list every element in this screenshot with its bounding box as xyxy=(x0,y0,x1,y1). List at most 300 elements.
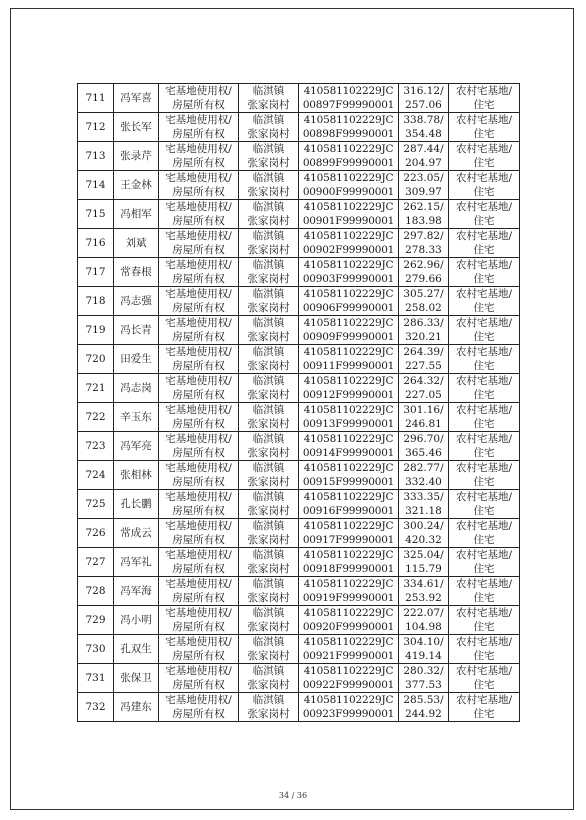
usage-cell-line: 住宅 xyxy=(473,679,495,691)
usage-cell-line: 农村宅基地/ xyxy=(455,433,513,445)
location-cell-line: 临淇镇 xyxy=(252,288,285,300)
usage-cell xyxy=(449,200,520,229)
location-cell-line: 张家岗村 xyxy=(247,476,290,488)
area-cell-line: 377.53 xyxy=(405,679,442,691)
owner-name-cell: 孔长鹏 xyxy=(114,490,159,519)
table-row xyxy=(78,142,520,171)
table-row xyxy=(78,635,520,664)
location-cell-line: 临淇镇 xyxy=(252,259,285,271)
location-cell xyxy=(239,200,299,229)
area-cell-line: 316.12/ xyxy=(403,85,444,97)
right-type-cell xyxy=(159,287,239,316)
table-row xyxy=(78,345,520,374)
right-type-cell-line: 宅基地使用权/ xyxy=(165,375,232,387)
area-cell-line: 227.55 xyxy=(405,360,442,372)
owner-name-cell: 冯军海 xyxy=(114,577,159,606)
right-type-cell xyxy=(159,229,239,258)
location-cell-line: 张家岗村 xyxy=(247,360,290,372)
area-cell xyxy=(399,113,449,142)
right-type-cell-line: 宅基地使用权/ xyxy=(165,143,232,155)
table-row xyxy=(78,577,520,606)
usage-cell-line: 农村宅基地/ xyxy=(455,520,513,532)
serial-number-cell: 729 xyxy=(78,606,114,635)
right-type-cell-line: 宅基地使用权/ xyxy=(165,114,232,126)
unit-code-cell-line: 00913F99990001 xyxy=(302,418,395,430)
right-type-cell-line: 宅基地使用权/ xyxy=(165,201,232,213)
location-cell-line: 临淇镇 xyxy=(252,201,285,213)
location-cell xyxy=(239,693,299,722)
area-cell-line: 365.46 xyxy=(405,447,442,459)
usage-cell-line: 农村宅基地/ xyxy=(455,288,513,300)
serial-number-cell: 732 xyxy=(78,693,114,722)
location-cell-line: 临淇镇 xyxy=(252,607,285,619)
usage-cell xyxy=(449,345,520,374)
owner-name-cell: 冯建东 xyxy=(114,693,159,722)
table-row xyxy=(78,548,520,577)
usage-cell-line: 农村宅基地/ xyxy=(455,549,513,561)
location-cell-line: 张家岗村 xyxy=(247,186,290,198)
usage-cell xyxy=(449,113,520,142)
table-row xyxy=(78,84,520,113)
serial-number-cell: 717 xyxy=(78,258,114,287)
usage-cell-line: 农村宅基地/ xyxy=(455,346,513,358)
unit-code-cell-line: 410581102229JC xyxy=(303,375,394,387)
right-type-cell-line: 房屋所有权 xyxy=(172,505,225,517)
owner-name-cell: 孔双生 xyxy=(114,635,159,664)
area-cell-line: 297.82/ xyxy=(403,230,444,242)
location-cell xyxy=(239,490,299,519)
unit-code-cell-line: 00899F99990001 xyxy=(302,157,395,169)
usage-cell-line: 农村宅基地/ xyxy=(455,636,513,648)
right-type-cell-line: 宅基地使用权/ xyxy=(165,230,232,242)
area-cell xyxy=(399,374,449,403)
area-cell xyxy=(399,200,449,229)
right-type-cell xyxy=(159,693,239,722)
unit-code-cell-line: 410581102229JC xyxy=(303,230,394,242)
page-number: 34 / 36 xyxy=(278,791,308,800)
owner-name-cell: 冯军礼 xyxy=(114,548,159,577)
right-type-cell-line: 房屋所有权 xyxy=(172,360,225,372)
unit-code-cell xyxy=(299,200,399,229)
usage-cell xyxy=(449,606,520,635)
right-type-cell-line: 房屋所有权 xyxy=(172,650,225,662)
table-row xyxy=(78,258,520,287)
area-cell-line: 253.92 xyxy=(405,592,442,604)
usage-cell xyxy=(449,664,520,693)
unit-code-cell-line: 410581102229JC xyxy=(303,317,394,329)
table-row xyxy=(78,432,520,461)
usage-cell-line: 农村宅基地/ xyxy=(455,404,513,416)
unit-code-cell-line: 410581102229JC xyxy=(303,346,394,358)
usage-cell-line: 住宅 xyxy=(473,302,495,314)
unit-code-cell xyxy=(299,287,399,316)
usage-cell-line: 农村宅基地/ xyxy=(455,694,513,706)
right-type-cell xyxy=(159,664,239,693)
usage-cell-line: 农村宅基地/ xyxy=(455,578,513,590)
usage-cell-line: 住宅 xyxy=(473,360,495,372)
area-cell-line: 104.98 xyxy=(405,621,442,633)
area-cell-line: 204.97 xyxy=(405,157,442,169)
right-type-cell-line: 宅基地使用权/ xyxy=(165,172,232,184)
right-type-cell-line: 房屋所有权 xyxy=(172,563,225,575)
location-cell-line: 张家岗村 xyxy=(247,534,290,546)
location-cell xyxy=(239,577,299,606)
area-cell-line: 262.96/ xyxy=(403,259,444,271)
usage-cell-line: 住宅 xyxy=(473,563,495,575)
location-cell-line: 临淇镇 xyxy=(252,143,285,155)
area-cell xyxy=(399,229,449,258)
owner-name-cell: 田爱生 xyxy=(114,345,159,374)
usage-cell-line: 住宅 xyxy=(473,186,495,198)
unit-code-cell xyxy=(299,606,399,635)
location-cell-line: 临淇镇 xyxy=(252,491,285,503)
serial-number-cell: 726 xyxy=(78,519,114,548)
unit-code-cell-line: 00911F99990001 xyxy=(302,360,395,372)
unit-code-cell xyxy=(299,577,399,606)
usage-cell-line: 住宅 xyxy=(473,476,495,488)
location-cell-line: 临淇镇 xyxy=(252,375,285,387)
right-type-cell-line: 房屋所有权 xyxy=(172,534,225,546)
unit-code-cell xyxy=(299,635,399,664)
right-type-cell-line: 宅基地使用权/ xyxy=(165,636,232,648)
right-type-cell-line: 宅基地使用权/ xyxy=(165,288,232,300)
unit-code-cell xyxy=(299,693,399,722)
area-cell-line: 301.16/ xyxy=(403,404,444,416)
serial-number-cell: 711 xyxy=(78,84,114,113)
location-cell xyxy=(239,316,299,345)
right-type-cell xyxy=(159,200,239,229)
location-cell-line: 临淇镇 xyxy=(252,404,285,416)
usage-cell-line: 农村宅基地/ xyxy=(455,259,513,271)
unit-code-cell-line: 410581102229JC xyxy=(303,694,394,706)
serial-number-cell: 723 xyxy=(78,432,114,461)
table-row xyxy=(78,693,520,722)
right-type-cell-line: 房屋所有权 xyxy=(172,708,225,720)
usage-cell-line: 住宅 xyxy=(473,534,495,546)
area-cell-line: 279.66 xyxy=(405,273,442,285)
area-cell-line: 285.53/ xyxy=(403,694,444,706)
serial-number-cell: 713 xyxy=(78,142,114,171)
usage-cell-line: 农村宅基地/ xyxy=(455,85,513,97)
location-cell-line: 临淇镇 xyxy=(252,549,285,561)
location-cell-line: 张家岗村 xyxy=(247,708,290,720)
location-cell xyxy=(239,142,299,171)
right-type-cell xyxy=(159,519,239,548)
serial-number-cell: 715 xyxy=(78,200,114,229)
usage-cell xyxy=(449,403,520,432)
table-body xyxy=(78,84,520,722)
unit-code-cell-line: 410581102229JC xyxy=(303,520,394,532)
usage-cell xyxy=(449,490,520,519)
area-cell xyxy=(399,606,449,635)
area-cell-line: 309.97 xyxy=(405,186,442,198)
area-cell-line: 280.32/ xyxy=(403,665,444,677)
area-cell-line: 262.15/ xyxy=(403,201,444,213)
unit-code-cell-line: 00915F99990001 xyxy=(302,476,395,488)
unit-code-cell-line: 410581102229JC xyxy=(303,665,394,677)
table-row xyxy=(78,664,520,693)
usage-cell-line: 住宅 xyxy=(473,128,495,140)
usage-cell-line: 住宅 xyxy=(473,244,495,256)
area-cell xyxy=(399,490,449,519)
usage-cell-line: 农村宅基地/ xyxy=(455,230,513,242)
area-cell-line: 333.35/ xyxy=(403,491,444,503)
right-type-cell xyxy=(159,461,239,490)
usage-cell xyxy=(449,519,520,548)
location-cell xyxy=(239,432,299,461)
owner-name-cell: 张相林 xyxy=(114,461,159,490)
owner-name-cell: 冯志强 xyxy=(114,287,159,316)
usage-cell-line: 住宅 xyxy=(473,157,495,169)
right-type-cell-line: 房屋所有权 xyxy=(172,302,225,314)
usage-cell-line: 住宅 xyxy=(473,215,495,227)
location-cell-line: 临淇镇 xyxy=(252,85,285,97)
location-cell-line: 张家岗村 xyxy=(247,244,290,256)
location-cell xyxy=(239,229,299,258)
area-cell-line: 334.61/ xyxy=(403,578,444,590)
right-type-cell-line: 宅基地使用权/ xyxy=(165,404,232,416)
serial-number-cell: 719 xyxy=(78,316,114,345)
usage-cell xyxy=(449,171,520,200)
usage-cell xyxy=(449,577,520,606)
area-cell-line: 305.27/ xyxy=(403,288,444,300)
area-cell xyxy=(399,171,449,200)
usage-cell-line: 住宅 xyxy=(473,505,495,517)
location-cell-line: 张家岗村 xyxy=(247,302,290,314)
area-cell-line: 244.92 xyxy=(405,708,442,720)
area-cell-line: 278.33 xyxy=(405,244,442,256)
usage-cell-line: 农村宅基地/ xyxy=(455,665,513,677)
serial-number-cell: 720 xyxy=(78,345,114,374)
right-type-cell xyxy=(159,432,239,461)
unit-code-cell-line: 00898F99990001 xyxy=(302,128,395,140)
usage-cell-line: 住宅 xyxy=(473,389,495,401)
area-cell-line: 287.44/ xyxy=(403,143,444,155)
area-cell xyxy=(399,316,449,345)
unit-code-cell-line: 00914F99990001 xyxy=(302,447,395,459)
unit-code-cell xyxy=(299,519,399,548)
table-row xyxy=(78,490,520,519)
right-type-cell-line: 宅基地使用权/ xyxy=(165,578,232,590)
unit-code-cell xyxy=(299,490,399,519)
location-cell-line: 临淇镇 xyxy=(252,346,285,358)
location-cell-line: 临淇镇 xyxy=(252,694,285,706)
usage-cell-line: 农村宅基地/ xyxy=(455,462,513,474)
owner-name-cell: 冯军亮 xyxy=(114,432,159,461)
right-type-cell xyxy=(159,345,239,374)
area-cell xyxy=(399,345,449,374)
usage-cell xyxy=(449,548,520,577)
usage-cell xyxy=(449,258,520,287)
location-cell xyxy=(239,345,299,374)
location-cell xyxy=(239,606,299,635)
right-type-cell xyxy=(159,142,239,171)
unit-code-cell xyxy=(299,316,399,345)
owner-name-cell: 冯相军 xyxy=(114,200,159,229)
area-cell xyxy=(399,664,449,693)
property-rights-table xyxy=(77,83,520,722)
usage-cell-line: 农村宅基地/ xyxy=(455,143,513,155)
usage-cell-line: 住宅 xyxy=(473,447,495,459)
unit-code-cell-line: 410581102229JC xyxy=(303,607,394,619)
area-cell xyxy=(399,84,449,113)
right-type-cell-line: 房屋所有权 xyxy=(172,389,225,401)
location-cell xyxy=(239,374,299,403)
unit-code-cell-line: 00903F99990001 xyxy=(302,273,395,285)
unit-code-cell-line: 410581102229JC xyxy=(303,491,394,503)
right-type-cell-line: 房屋所有权 xyxy=(172,128,225,140)
right-type-cell-line: 房屋所有权 xyxy=(172,186,225,198)
table-row xyxy=(78,113,520,142)
location-cell-line: 张家岗村 xyxy=(247,447,290,459)
owner-name-cell: 常成云 xyxy=(114,519,159,548)
location-cell-line: 张家岗村 xyxy=(247,621,290,633)
location-cell-line: 张家岗村 xyxy=(247,592,290,604)
area-cell-line: 115.79 xyxy=(405,563,442,575)
table-row xyxy=(78,200,520,229)
unit-code-cell-line: 00902F99990001 xyxy=(302,244,395,256)
serial-number-cell: 730 xyxy=(78,635,114,664)
usage-cell xyxy=(449,229,520,258)
right-type-cell-line: 房屋所有权 xyxy=(172,99,225,111)
right-type-cell xyxy=(159,403,239,432)
unit-code-cell-line: 410581102229JC xyxy=(303,636,394,648)
serial-number-cell: 712 xyxy=(78,113,114,142)
unit-code-cell xyxy=(299,142,399,171)
owner-name-cell: 冯志岗 xyxy=(114,374,159,403)
area-cell-line: 325.04/ xyxy=(403,549,444,561)
location-cell-line: 张家岗村 xyxy=(247,157,290,169)
unit-code-cell xyxy=(299,229,399,258)
location-cell-line: 张家岗村 xyxy=(247,389,290,401)
usage-cell xyxy=(449,432,520,461)
location-cell-line: 张家岗村 xyxy=(247,418,290,430)
serial-number-cell: 714 xyxy=(78,171,114,200)
location-cell-line: 张家岗村 xyxy=(247,128,290,140)
table-row xyxy=(78,171,520,200)
area-cell-line: 223.05/ xyxy=(403,172,444,184)
unit-code-cell xyxy=(299,84,399,113)
serial-number-cell: 731 xyxy=(78,664,114,693)
location-cell xyxy=(239,635,299,664)
serial-number-cell: 727 xyxy=(78,548,114,577)
location-cell xyxy=(239,664,299,693)
right-type-cell-line: 宅基地使用权/ xyxy=(165,491,232,503)
right-type-cell-line: 宅基地使用权/ xyxy=(165,462,232,474)
usage-cell-line: 住宅 xyxy=(473,592,495,604)
table-row xyxy=(78,461,520,490)
owner-name-cell: 常春根 xyxy=(114,258,159,287)
location-cell-line: 临淇镇 xyxy=(252,665,285,677)
unit-code-cell xyxy=(299,345,399,374)
right-type-cell-line: 房屋所有权 xyxy=(172,592,225,604)
serial-number-cell: 716 xyxy=(78,229,114,258)
location-cell-line: 张家岗村 xyxy=(247,505,290,517)
right-type-cell-line: 房屋所有权 xyxy=(172,331,225,343)
serial-number-cell: 722 xyxy=(78,403,114,432)
location-cell xyxy=(239,287,299,316)
unit-code-cell-line: 410581102229JC xyxy=(303,172,394,184)
location-cell xyxy=(239,403,299,432)
location-cell-line: 张家岗村 xyxy=(247,331,290,343)
right-type-cell-line: 房屋所有权 xyxy=(172,621,225,633)
area-cell xyxy=(399,432,449,461)
usage-cell-line: 住宅 xyxy=(473,621,495,633)
unit-code-cell-line: 00900F99990001 xyxy=(302,186,395,198)
unit-code-cell xyxy=(299,548,399,577)
usage-cell-line: 农村宅基地/ xyxy=(455,114,513,126)
right-type-cell-line: 房屋所有权 xyxy=(172,476,225,488)
usage-cell-line: 住宅 xyxy=(473,418,495,430)
location-cell-line: 张家岗村 xyxy=(247,99,290,111)
area-cell-line: 286.33/ xyxy=(403,317,444,329)
location-cell-line: 临淇镇 xyxy=(252,433,285,445)
area-cell-line: 222.07/ xyxy=(403,607,444,619)
unit-code-cell xyxy=(299,461,399,490)
unit-code-cell-line: 410581102229JC xyxy=(303,549,394,561)
area-cell-line: 296.70/ xyxy=(403,433,444,445)
right-type-cell xyxy=(159,606,239,635)
unit-code-cell-line: 00919F99990001 xyxy=(302,592,395,604)
right-type-cell-line: 房屋所有权 xyxy=(172,244,225,256)
right-type-cell xyxy=(159,316,239,345)
owner-name-cell: 辛玉东 xyxy=(114,403,159,432)
right-type-cell xyxy=(159,548,239,577)
right-type-cell-line: 宅基地使用权/ xyxy=(165,549,232,561)
unit-code-cell-line: 410581102229JC xyxy=(303,462,394,474)
usage-cell xyxy=(449,84,520,113)
usage-cell-line: 住宅 xyxy=(473,650,495,662)
right-type-cell-line: 房屋所有权 xyxy=(172,157,225,169)
area-cell-line: 420.32 xyxy=(405,534,442,546)
location-cell-line: 张家岗村 xyxy=(247,563,290,575)
usage-cell xyxy=(449,374,520,403)
location-cell-line: 张家岗村 xyxy=(247,273,290,285)
usage-cell xyxy=(449,316,520,345)
right-type-cell-line: 宅基地使用权/ xyxy=(165,520,232,532)
serial-number-cell: 718 xyxy=(78,287,114,316)
area-cell xyxy=(399,461,449,490)
unit-code-cell xyxy=(299,113,399,142)
unit-code-cell-line: 00916F99990001 xyxy=(302,505,395,517)
area-cell xyxy=(399,403,449,432)
right-type-cell-line: 房屋所有权 xyxy=(172,679,225,691)
location-cell-line: 临淇镇 xyxy=(252,172,285,184)
unit-code-cell-line: 00922F99990001 xyxy=(302,679,395,691)
area-cell-line: 264.39/ xyxy=(403,346,444,358)
location-cell-line: 临淇镇 xyxy=(252,520,285,532)
area-cell-line: 227.05 xyxy=(405,389,442,401)
area-cell-line: 257.06 xyxy=(405,99,442,111)
area-cell-line: 332.40 xyxy=(405,476,442,488)
right-type-cell-line: 宅基地使用权/ xyxy=(165,694,232,706)
owner-name-cell: 冯长青 xyxy=(114,316,159,345)
serial-number-cell: 721 xyxy=(78,374,114,403)
owner-name-cell: 刘斌 xyxy=(114,229,159,258)
location-cell-line: 张家岗村 xyxy=(247,215,290,227)
right-type-cell xyxy=(159,635,239,664)
right-type-cell xyxy=(159,258,239,287)
usage-cell-line: 住宅 xyxy=(473,273,495,285)
right-type-cell xyxy=(159,490,239,519)
area-cell-line: 354.48 xyxy=(405,128,442,140)
unit-code-cell-line: 410581102229JC xyxy=(303,143,394,155)
usage-cell xyxy=(449,287,520,316)
usage-cell-line: 住宅 xyxy=(473,331,495,343)
unit-code-cell-line: 410581102229JC xyxy=(303,288,394,300)
unit-code-cell-line: 410581102229JC xyxy=(303,114,394,126)
location-cell-line: 张家岗村 xyxy=(247,650,290,662)
